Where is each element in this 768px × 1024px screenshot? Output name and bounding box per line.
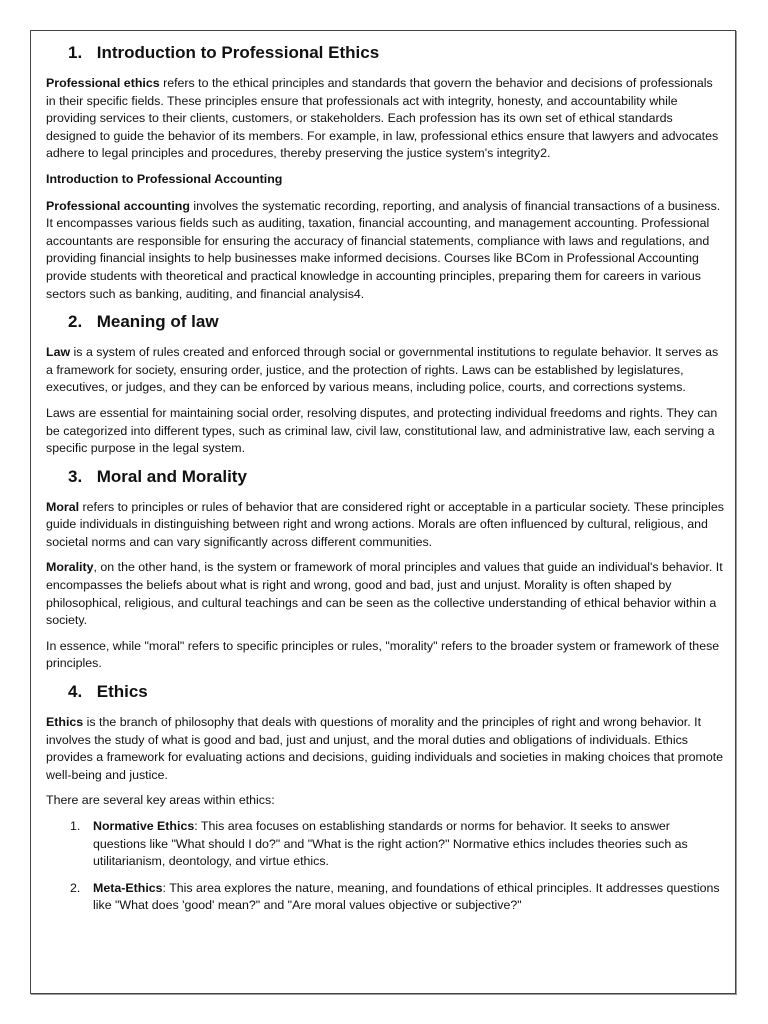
paragraph: [46, 714, 724, 784]
section-moral-and-morality: [46, 466, 724, 673]
document-body: [46, 42, 724, 924]
section-title: Meaning of law: [96, 312, 219, 332]
bold-term: Moral: [46, 499, 80, 514]
paragraph: There are several key areas within ethics:: [46, 793, 275, 808]
bold-term: Normative Ethics: [93, 819, 195, 833]
section-title: Ethics: [96, 682, 148, 702]
section-title: Introduction to Professional Ethics: [96, 43, 380, 62]
section-heading: [68, 42, 724, 64]
bold-term: Professional ethics: [46, 76, 160, 90]
paragraph-text: , on the other hand, is the system or framework of moral principles and values that guide an individual's behavior. It encompasses the beliefs about what is right and wrong, good and bad, just and unjust. Morality is often shaped by philosophical, religious, and cultural teachings and can be seen as the collective understanding of ethical behavior within a society.: [46, 560, 723, 628]
bold-term: Meta-Ethics: [93, 880, 163, 895]
section-heading: [68, 311, 724, 333]
paragraph-text: refers to the ethical principles and standards that govern the behavior and decisions of professionals in their specific fields. These principles ensure that professionals act with integrity, honesty, and accountability while providing services to their clients, customers, or stakeholders. Each profession has its own set of ethical standards designed to guide the behavior of its members. For example, in law, professional ethics ensure that lawyers and advocates adhere to legal principles and procedures, thereby preserving the justice system's integrity2.: [46, 76, 719, 161]
section-number: 2.: [68, 312, 83, 332]
ethics-areas-list: [46, 818, 724, 915]
section-number: 1.: [68, 43, 83, 62]
subheading: Introduction to Professional Accounting: [46, 171, 283, 186]
paragraph-text: involves the systematic recording, reporting, and analysis of financial transactions of a business. It encompasses various fields such as auditing, taxation, financial accounting, and management accounting. Professional accountants are responsible for ensuring the accuracy of financial statements, compliance with laws and regulations, and providing financial insights to help businesses make informed decisions. Courses like BCom in Professional Accounting provide students with theoretical and practical knowledge in accounting principles, preparing them for careers in various sectors such as banking, auditing, and financial analysis4.: [46, 198, 721, 301]
paragraph: [46, 198, 724, 304]
paragraph: Laws are essential for maintaining social order, resolving disputes, and protecting individual freedoms and rights. They can be categorized into different types, such as criminal law, civil law, constitutional law, and administrative law, each serving a specific purpose in the legal system.: [46, 405, 718, 456]
list-number: 1.: [70, 819, 81, 833]
paragraph: [46, 559, 724, 629]
section-number: 4.: [68, 682, 83, 702]
paragraph: In essence, while "moral" refers to specific principles or rules, "morality" refers to the broader system or framework of these principles.: [46, 638, 720, 671]
section-heading: [68, 681, 724, 703]
bold-term: Morality: [46, 560, 94, 575]
bold-term: Ethics: [46, 715, 84, 730]
paragraph-text: is a system of rules created and enforced through social or governmental institutions to regulate behavior. It serves as a framework for society, ensuring order, justice, and the protection of rights. Laws can be established by legislatures, executives, or judges, and they can be enforced by various means, including police, courts, and corrections systems.: [46, 345, 719, 395]
bold-term: Law: [46, 345, 71, 360]
list-item: [46, 818, 724, 871]
list-item: [46, 880, 724, 915]
paragraph: [46, 499, 724, 552]
list-number: 2.: [70, 880, 81, 895]
list-text: : This area focuses on establishing standards or norms for behavior. It seeks to answer questions like "What should I do?" and "What is the right action?" Normative ethics includes theories such as utilitarianism, deontology, and virtue ethics.: [93, 819, 688, 869]
paragraph-text: refers to principles or rules of behavior that are considered right or acceptable in a particular society. These principles guide individuals in distinguishing between right and wrong actions. Morals are often influenced by cultural, religious, and societal norms and can vary significantly across different communities.: [46, 499, 724, 549]
bold-term: Professional accounting: [46, 198, 190, 213]
list-text: : This area explores the nature, meaning, and foundations of ethical principles. It addresses questions like "What does 'good' mean?" and "Are moral values objective or subjective?": [93, 880, 720, 913]
section-meaning-of-law: [46, 311, 724, 458]
section-heading: [68, 466, 724, 488]
section-number: 3.: [68, 466, 83, 486]
paragraph-text: is the branch of philosophy that deals with questions of morality and the principles of right and wrong behavior. It involves the study of what is good and bad, just and unjust, and the moral duties and obligations of individuals. Ethics provides a framework for evaluating actions and decisions, guiding individuals and societies in making choices that promote well-being and justice.: [46, 715, 724, 782]
paragraph: [46, 75, 724, 163]
section-title: Moral and Morality: [96, 466, 247, 486]
section-ethics: [46, 681, 724, 915]
paragraph: [46, 344, 724, 397]
section-professional-ethics: [46, 42, 724, 303]
